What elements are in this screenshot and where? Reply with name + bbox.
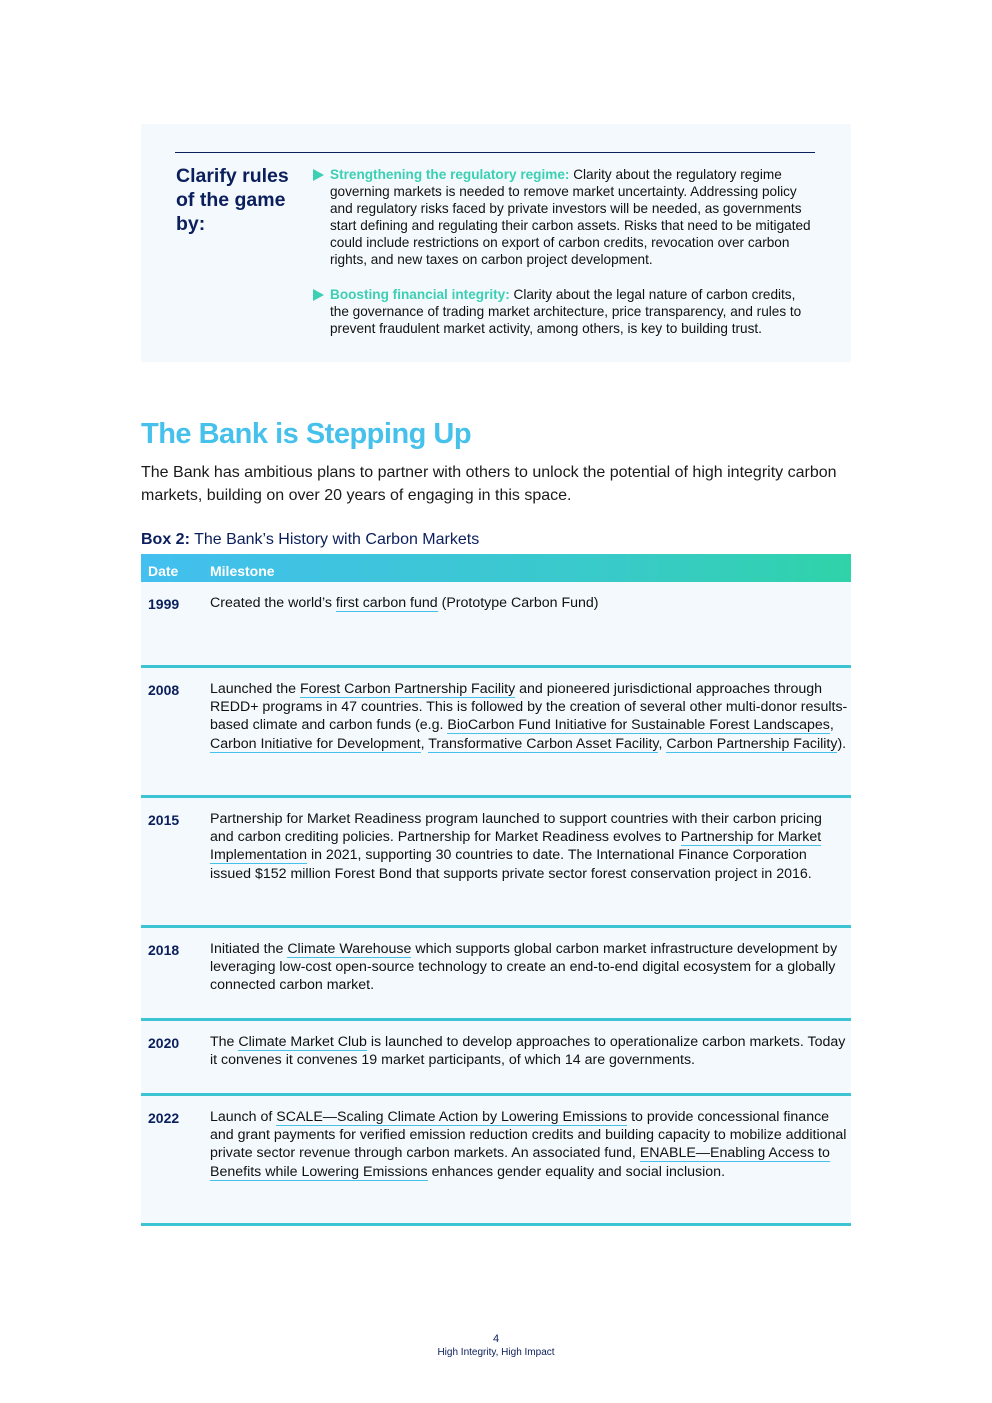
row-year: 2020 [148,1035,180,1051]
bullet-text: Clarity about the regulatory regime governing markets is needed to remove market uncertainty. Addressing policy and regulatory risks faced by private investors will be needed, as governments start defining and regulating their carbon assets. Risks that need to be mitigated could include restrictions on export of carbon credits, revocation over carbon rights, and new taxes on carbon project development. [330,167,811,267]
row-year: 2022 [148,1110,180,1126]
milestone-text: ). [837,735,847,752]
milestone-text: , [829,717,834,734]
milestone-text: in 2021, supporting 30 countries to date. The International Finance Corporation issued $152 million Forest Bond that supports private sector forest conservation project in 2016. [210,847,812,882]
milestone-text: Initiated the [210,941,288,957]
milestone-text: to provide concessional finance and grant payments for verified emission reduction credits and building capacity to mobilize additional private sector revenue through carbon markets. An associated fund, [210,1109,847,1162]
triangle-bullet-icon [313,289,324,301]
box-label: Box 2: [141,531,190,548]
milestone-link[interactable]: Transformative Carbon Asset Facility [428,735,659,752]
row-milestone [210,940,848,995]
table-row [141,668,851,798]
table-row [141,798,851,928]
row-year: 2008 [148,682,180,698]
callout-divider [175,152,815,153]
milestone-text: , [658,735,667,752]
row-milestone [210,810,848,883]
milestone-link[interactable]: Carbon Partnership Facility [666,735,838,752]
milestone-text: Created the world’s [210,595,336,611]
milestone-text: , [420,735,429,752]
table-row [141,928,851,1021]
table-row [141,582,851,668]
bullet-lead: Strengthening the regulatory regime: [330,167,570,182]
milestone-text: enhances gender equality and social inclusion. [427,1163,726,1180]
section-intro: The Bank has ambitious plans to partner with others to unlock the potential of high integrity carbon markets, building on over 20 years of engaging in this space. [141,464,837,504]
row-year: 2015 [148,812,180,828]
rules-callout [141,124,851,362]
row-milestone [210,680,848,753]
milestone-text: and pioneered jurisdictional approaches through REDD+ programs in 47 countries. This is followed by the creation of several other multi-donor results-based climate and carbon funds (e.g. [210,681,848,734]
milestone-text: which supports global carbon market infrastructure development by leveraging low-cost open-source technology to create an end-to-end digital ecosystem for a globally connected carbon market. [210,941,838,994]
milestone-link[interactable]: Forest Carbon Partnership Facility [299,681,516,697]
milestone-text: The [210,1034,239,1050]
milestone-link[interactable]: Partnership for Market Implementation [210,829,822,864]
milestone-link[interactable]: first carbon fund [335,595,438,611]
header-date: Date [148,563,179,579]
section-title: The Bank is Stepping Up [141,418,472,450]
bullet-text: Clarity about the legal nature of carbon credits, the governance of trading market architecture, price transparency, and rules to prevent fraudulent market activity, among others, is key to building trust. [330,287,802,336]
history-table [141,554,851,1226]
row-milestone [210,594,848,612]
row-year: 1999 [148,596,180,612]
table-row [141,1096,851,1226]
row-milestone [210,1033,848,1069]
box-caption [141,531,479,549]
bullet-regulatory-regime [313,166,818,268]
milestone-link[interactable]: BioCarbon Fund Initiative for Sustainable Forest Landscapes [447,717,830,734]
page-number: 4 [492,1333,500,1345]
table-row [141,1021,851,1096]
triangle-bullet-icon [313,169,324,181]
milestone-link[interactable]: ENABLE—Enabling Access to Benefits while Lowering Emissions [210,1145,830,1180]
table-header [141,554,851,582]
milestone-text: Partnership for Market Readiness program launched to support countries with their carbon pricing and carbon crediting policies. Partnership for Market Readiness evolves to [210,811,822,846]
table-body [141,582,851,1226]
milestone-link[interactable]: Carbon Initiative for Development [210,735,421,752]
milestone-text: Launch of [210,1109,277,1125]
row-milestone [210,1108,848,1181]
bullet-financial-integrity [313,286,818,337]
milestone-text: Launched the [210,681,300,697]
milestone-text: (Prototype Carbon Fund) [437,595,599,611]
bullet-lead: Boosting financial integrity: [330,287,510,302]
milestone-link[interactable]: Climate Warehouse [287,941,412,957]
box-title: The Bank’s History with Carbon Markets [189,531,480,548]
milestone-link[interactable]: Climate Market Club [238,1034,367,1050]
header-milestone: Milestone [210,563,275,579]
milestone-link[interactable]: SCALE—Scaling Climate Action by Lowering Emissions [276,1109,628,1125]
callout-heading: Clarify rules of the game by: [176,165,289,235]
milestone-text: is launched to develop approaches to operationalize carbon markets. Today it convenes it convenes 19 market participants, of which 14 are governments. [210,1034,846,1069]
footer-title: High Integrity, High Impact [437,1347,555,1358]
row-year: 2018 [148,942,180,958]
